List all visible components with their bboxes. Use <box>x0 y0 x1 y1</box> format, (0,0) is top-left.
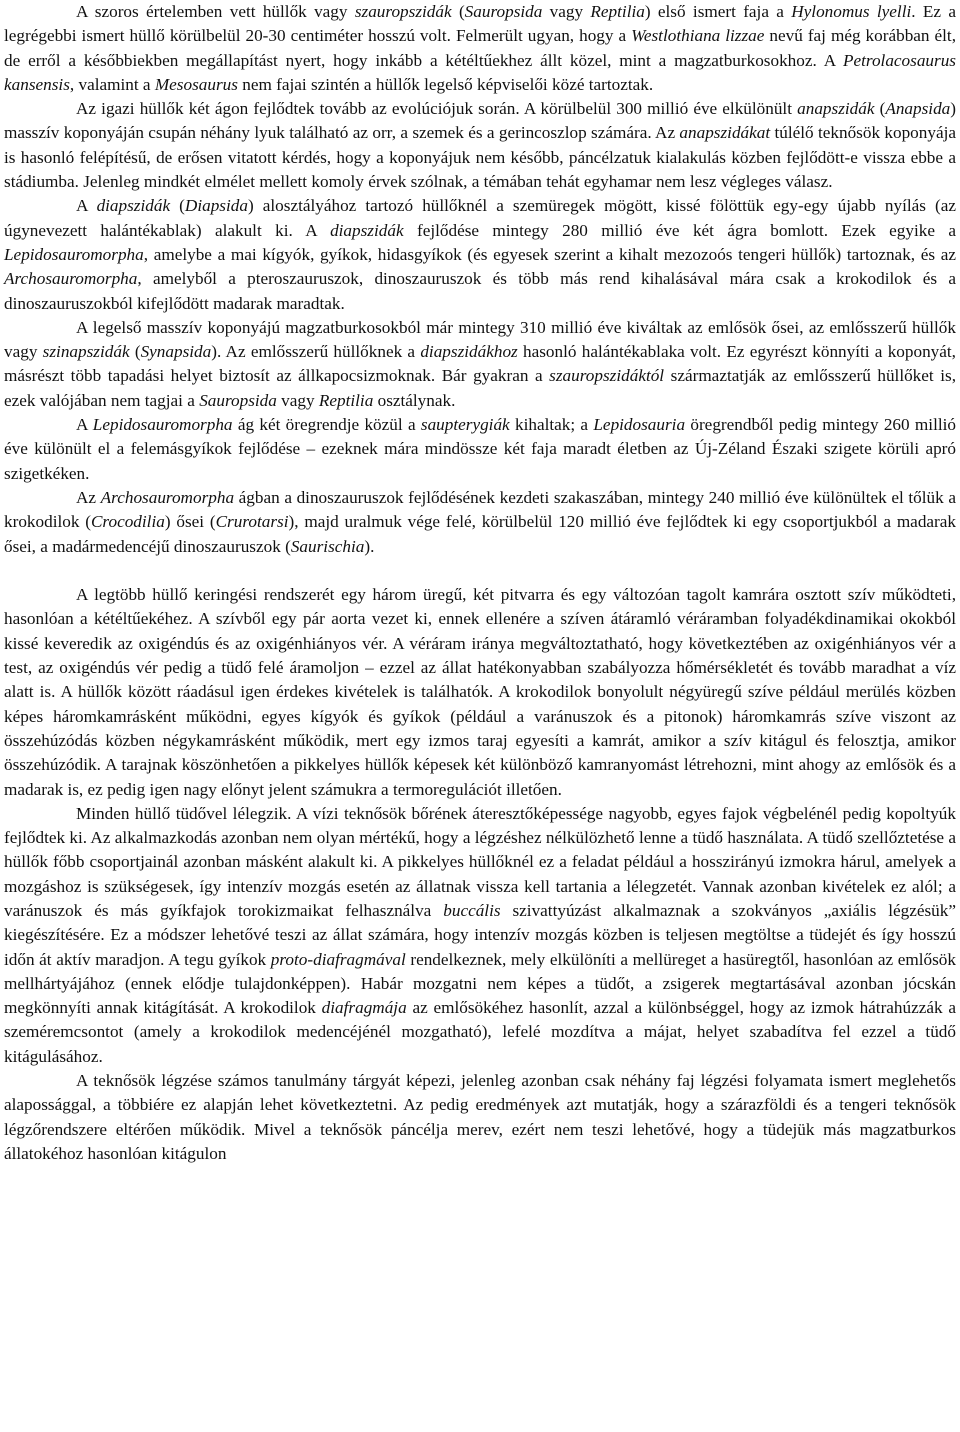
text-run: hasonló halántékablaka volt. Ez egyrészt könnyíti a koponyát, másrészt több tapadási helyet biztosít az állkapocsizmoknak. Bár gyakran a <box>4 342 956 386</box>
text-run: ( <box>129 342 141 362</box>
text-run: Az <box>76 487 101 507</box>
italic-term: diafragmája <box>321 998 407 1018</box>
italic-term: Crurotarsi <box>215 512 289 532</box>
italic-term: buccális <box>443 900 501 920</box>
italic-term: Lepidosauromorpha <box>92 415 233 435</box>
paragraph-diapsida <box>4 194 956 315</box>
text-run: ). Az emlősszerű hüllőknek a <box>211 342 421 362</box>
italic-term: Synapsida <box>140 342 212 362</box>
italic-term: anapszidákat <box>679 123 771 143</box>
paragraph-anapsida <box>4 97 956 194</box>
italic-term: szauropszidáktól <box>549 366 665 386</box>
italic-term: Lepidosauria <box>593 415 686 435</box>
text-run: ). <box>364 536 375 556</box>
text-run: ( <box>170 196 185 216</box>
text-run: rendelkeznek, mely elkülöníti a mellüreget a hasüregtől, hasonlóan az emlősök mellhártyájához (ennek elődje tulajdonképpen). Habár mozgatni nem képes a tüdőt, a zsigerek megtartásával azonban jócskán megkönnyíti annak kitágítását. A krokodilok <box>4 949 956 1018</box>
text-run: nem fajai szintén a hüllők legelső képviselői közé tartoztak. <box>237 74 654 94</box>
text-run: Az igazi hüllők két ágon fejlődtek tovább az evolúciójuk során. A körülbelül 300 millió éve elkülönült <box>76 99 798 119</box>
italic-term: Crocodilia <box>90 512 165 532</box>
italic-term: proto-diafragmával <box>270 949 406 969</box>
paragraph-lepidosauromorpha <box>4 413 956 486</box>
text-run: szivattyúzást alkalmaznak a szokványos „axiális légzésük” kiegészítésére. Ez a módszer lehetővé teszi az állat számára, hogy intenzív mozgás közben is teljesen megtöltse a tüdejét és így hosszú időn át aktív maradjon. A tegu gyíkok <box>4 900 956 969</box>
paragraph-fossil-origins <box>4 0 956 97</box>
text-run: A <box>76 415 93 435</box>
text-run: ) ősei ( <box>164 512 216 532</box>
text-run: osztálynak. <box>373 390 456 410</box>
text-run: fejlődése mintegy 280 millió éve két ágra bomlott. Ezek egyike a <box>403 220 956 240</box>
italic-term: Sauropsida <box>199 390 277 410</box>
italic-term: Westlothiana lizzae <box>631 26 765 46</box>
document-page <box>4 0 956 1166</box>
text-run: túlélő teknősök koponyája is hasonló felépítésű, de erősen vitatott kérdés, hogy a koponyájuk nem később, páncélzatuk kialakulás közben fejlődött-e vissza ebbe a stádiumba. Jelenleg mindkét elmélet mellett komoly érvek szólnak, a témában tehát egyhamar nem lesz végleges válasz. <box>4 123 956 192</box>
italic-term: szauropszidák <box>354 2 452 21</box>
text-run: ( <box>451 2 465 21</box>
text-run: ) első ismert faja a <box>644 2 792 21</box>
italic-term: Anapsida <box>885 99 951 119</box>
italic-term: Sauropsida <box>464 2 543 21</box>
italic-term: Saurischia <box>290 536 365 556</box>
text-run: ), majd uralmuk vége felé, körülbelül 120 millió éve fejlődtek ki egy csoportjukból a madarak ősei, a madármedencéjű dinoszauruszok ( <box>4 512 956 556</box>
paragraph-turtle-respiration <box>4 1069 956 1166</box>
text-run: ) masszív koponyáján csupán néhány lyuk található az orr, a szemek és a gerincoszlop számára. Az <box>4 99 956 143</box>
text-run: vagy <box>276 390 319 410</box>
italic-term: diapszidák <box>96 196 171 216</box>
italic-term: Lepidosauromorpha <box>4 244 144 264</box>
text-run: nevű faj még korábban élt, de erről a későbbiekben megállapítást nyert, hogy inkább a kétéltűekhez állt közel, mint a magzatburkosokhoz. A <box>4 26 956 70</box>
paragraph-archosauromorpha <box>4 486 956 559</box>
text-run: ( <box>874 99 886 119</box>
text-run: , amelybe a mai kígyók, gyíkok, hidasgyíkok (és egyesek szerint a kihalt mezozoós tengeri hüllők) tartoznak, és az <box>143 244 956 264</box>
italic-term: Petrolacosaurus kansensis <box>4 50 956 94</box>
italic-term: Archosauromorpha <box>4 269 138 289</box>
italic-term: Reptilia <box>318 390 374 410</box>
italic-term: saupterygiák <box>420 415 510 435</box>
text-run: A legelső masszív koponyájú magzatburkosokból már mintegy 310 millió éve kiváltak az emlősök ősei, az emlősszerű hüllők vagy <box>4 317 956 362</box>
text-run: . Ez a legrégebbi ismert hüllő körülbelül 20-30 centiméter hosszú volt. Felmerült ugyan, hogy a <box>4 2 956 46</box>
text-run: A teknősök légzése számos tanulmány tárgyát képezi, jelenleg azonban csak néhány faj légzési folyamata ismert meglehetős alapossággal, a többiére ez alapján lehet következtetni. Az pedig eredmények azt mutatják, hogy a szárazföldi és a tengeri teknősök légzőrendszere eltérően működik. Mivel a teknősök páncélja merev, ezért nem teszi lehetővé, hogy a tüdejük más magzatburkos állatokéhoz hasonlóan kitágulon <box>4 1071 956 1163</box>
text-run: A legtöbb hüllő keringési rendszerét egy három üregű, két pitvarra és egy változóan tagolt kamrára osztott szív működteti, hasonlóan a kétéltűekéhez. A szívből egy pár aorta vezet ki, ennek ellenére a szíven átáramló véráramban folyadékdinamikai okokból kissé keveredik az oxigéndús és az oxigénhiányos vér. A véráram iránya megváltoztatható, hogy következtében az oxigénhiányos vér a test, az oxigéndús vér pedig a tüdő felé áramoljon – ezzel az állat hatékonyabban szabályozza hőmérsékletét és tovább maradhat a víz alatt is. A hüllők között ráadásul igen érdekes kivételek is találhatók. A krokodilok bonyolult négyüregű szíve például merülés közben képes háromkamrásként működni, egyes kígyók és gyíkok (például a varánuszok és a pitonok) háromkamrás szíve viszont az összehúzódás közben négykamrásként működik, mert egy izmos taraj egyesíti a kamrát, amikor a szív kitágul és felosztja, amikor összehúzódik. A tarajnak köszönhetően a pikkelyes hüllők képesek két különböző kamranyomást létrehozni, mint ahogy az emlősök és a madarak is, ez pedig igen nagy előnyt jelent számukra a termoregulációt illetően. <box>4 585 956 799</box>
text-run: A szoros értelemben vett hüllők vagy <box>76 2 355 21</box>
paragraph-circulation <box>4 583 956 802</box>
italic-term: Reptilia <box>590 2 645 21</box>
text-run: vagy <box>542 2 591 21</box>
paragraph-respiration <box>4 802 956 1069</box>
italic-term: Hylonomus lyelli <box>791 2 912 21</box>
italic-term: anapszidák <box>797 99 875 119</box>
text-run: öregrendből pedig mintegy 260 millió éve különült el a felemásgyíkok fejlődése – ezeknek mára mindössze két faja maradt életben az Új-Zéland Északi szigete körüli apró szigetkéken. <box>4 415 956 483</box>
text-run: A <box>76 196 97 216</box>
paragraph-synapsida <box>4 316 956 413</box>
text-run: ág két öregrendje közül a <box>232 415 421 435</box>
italic-term: Mesosaurus <box>154 74 238 94</box>
text-run: , valamint a <box>69 74 155 94</box>
italic-term: diapszidákhoz <box>420 342 518 362</box>
text-run: származtatják az emlősszerű hüllőket is, ezek valójában nem tagjai a <box>4 366 956 410</box>
text-run: ágban a dinoszauruszok fejlődésének kezdeti szakaszában, mintegy 240 millió éve különültek el tőlük a krokodilok ( <box>4 487 956 532</box>
italic-term: szinapszidák <box>42 342 130 362</box>
italic-term: diapszidák <box>330 220 404 240</box>
text-run: , amelyből a pteroszauruszok, dinoszauruszok és több más rend kihalásával mára csak a krokodilok és a dinoszauruszokból kifejlődött madarak maradtak. <box>4 269 956 313</box>
text-run: Minden hüllő tüdővel lélegzik. A vízi teknősök bőrének áteresztőképessége nagyobb, egyes fajok végbelénél pedig kopoltyúk fejlődtek ki. Az alkalmazkodás azonban nem olyan mértékű, hogy a légzéshez nélkülözhető lenne a tüdő használata. A tüdő szellőztetése a hüllők főbb csoportjainál azonban másként alakult ki. A pikkelyes hüllőknél ez a feladat például a hosszirányú izmokra hárul, amelyek a mozgáshoz is szükségesek, így intenzív mozgás esetén az állatnak vissza kell tartania a lélegzetét. Vannak azonban kivételek ez alól; a varánuszok és más gyíkfajok torokizmaikat felhasználva <box>4 803 956 920</box>
text-run: ) alosztályához tartozó hüllőknél a szemüregek mögött, kissé fölöttük egy-egy újabb nyílás (az úgynevezett halántékablak) alakult ki. A <box>4 196 957 240</box>
text-run: az emlősökéhez hasonlít, azzal a különbséggel, hogy az izmok hátrahúzzák a szeméremcsontot (amely a krokodilok medencéjénél mozgatható), lefelé mozdítva a májat, helyet szabadítva fel ezzel a tüdő kitágulásához. <box>4 998 956 1066</box>
text-run: kihaltak; a <box>509 415 594 435</box>
italic-term: Diapsida <box>184 196 248 216</box>
italic-term: Archosauromorpha <box>100 487 235 507</box>
